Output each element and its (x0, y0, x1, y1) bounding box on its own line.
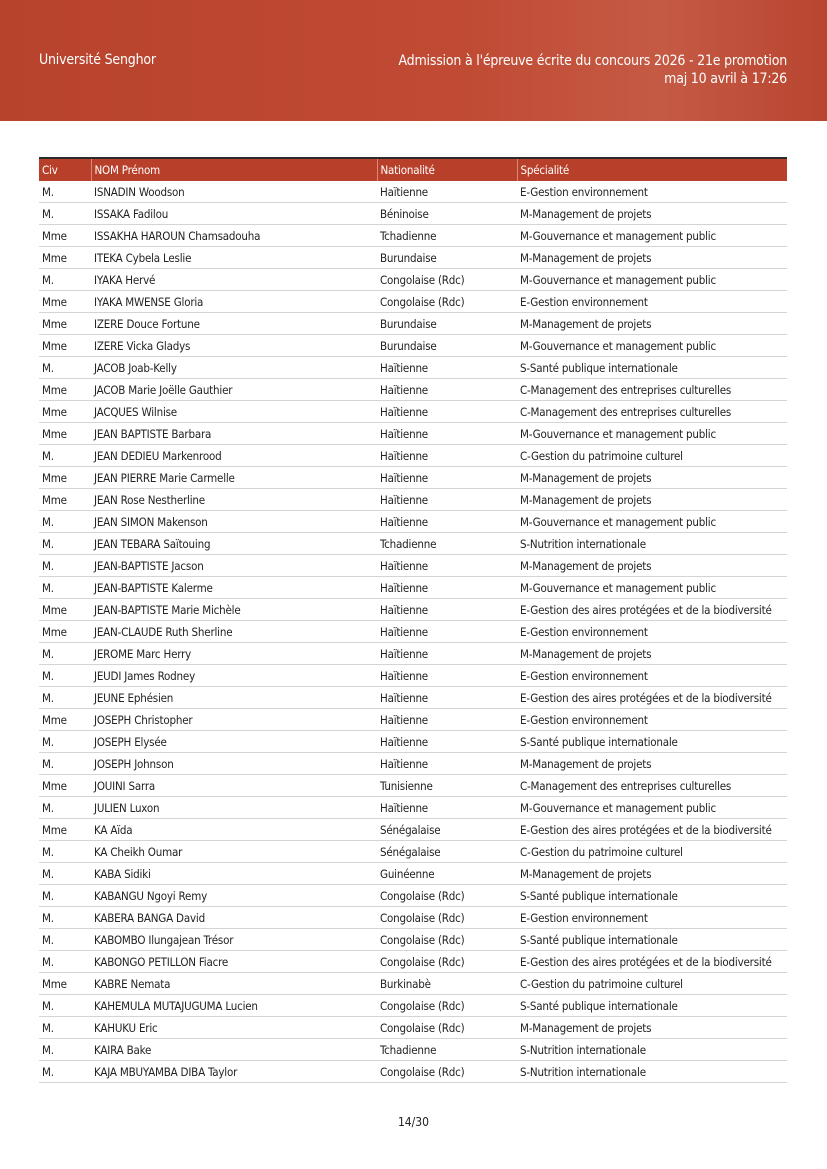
table-row (39, 687, 787, 709)
table-row (39, 357, 787, 379)
cell-speciality: M-Management de projets (517, 555, 787, 577)
cell-name: JEUDI James Rodney (91, 665, 377, 687)
cell-nationality: Sénégalaise (377, 841, 517, 863)
document-title (399, 52, 788, 88)
cell-nationality: Haïtienne (377, 709, 517, 731)
table-row (39, 335, 787, 357)
cell-speciality: E-Gestion des aires protégées et de la biodiversité (517, 951, 787, 973)
cell-nationality: Haïtienne (377, 511, 517, 533)
cell-civ: M. (39, 731, 91, 753)
cell-speciality: C-Management des entreprises culturelles (517, 401, 787, 423)
cell-speciality: E-Gestion environnement (517, 181, 787, 203)
cell-name: ISNADIN Woodson (91, 181, 377, 203)
cell-speciality: S-Santé publique internationale (517, 357, 787, 379)
cell-nationality: Haïtienne (377, 401, 517, 423)
table-row (39, 555, 787, 577)
cell-speciality: E-Gestion environnement (517, 907, 787, 929)
cell-civ: Mme (39, 467, 91, 489)
cell-name: KAHEMULA MUTAJUGUMA Lucien (91, 995, 377, 1017)
cell-name: JOUINI Sarra (91, 775, 377, 797)
cell-nationality: Haïtienne (377, 599, 517, 621)
cell-name: JEAN DEDIEU Markenrood (91, 445, 377, 467)
cell-speciality: M-Management de projets (517, 643, 787, 665)
cell-nationality: Haïtienne (377, 379, 517, 401)
table-row (39, 577, 787, 599)
cell-nationality: Congolaise (Rdc) (377, 1061, 517, 1083)
cell-speciality: M-Management de projets (517, 489, 787, 511)
table-row (39, 863, 787, 885)
cell-nationality: Burundaise (377, 247, 517, 269)
table-row (39, 1061, 787, 1083)
cell-civ: M. (39, 687, 91, 709)
cell-nationality: Haïtienne (377, 621, 517, 643)
cell-speciality: M-Gouvernance et management public (517, 269, 787, 291)
table-row (39, 269, 787, 291)
cell-speciality: C-Gestion du patrimoine culturel (517, 445, 787, 467)
table-row (39, 423, 787, 445)
cell-civ: M. (39, 1039, 91, 1061)
cell-nationality: Congolaise (Rdc) (377, 995, 517, 1017)
cell-civ: M. (39, 269, 91, 291)
cell-speciality: M-Management de projets (517, 313, 787, 335)
cell-name: JACOB Joab-Kelly (91, 357, 377, 379)
table-row (39, 379, 787, 401)
table-row (39, 819, 787, 841)
cell-nationality: Haïtienne (377, 423, 517, 445)
cell-civ: M. (39, 929, 91, 951)
column-header-name: NOM Prénom (91, 158, 377, 181)
cell-civ: Mme (39, 775, 91, 797)
cell-speciality: E-Gestion des aires protégées et de la biodiversité (517, 819, 787, 841)
cell-speciality: M-Management de projets (517, 247, 787, 269)
table-row (39, 885, 787, 907)
cell-name: JEAN-BAPTISTE Jacson (91, 555, 377, 577)
cell-nationality: Haïtienne (377, 797, 517, 819)
cell-nationality: Congolaise (Rdc) (377, 951, 517, 973)
cell-speciality: M-Management de projets (517, 753, 787, 775)
cell-nationality: Congolaise (Rdc) (377, 269, 517, 291)
cell-speciality: M-Management de projets (517, 467, 787, 489)
cell-name: JOSEPH Johnson (91, 753, 377, 775)
table-row (39, 401, 787, 423)
cell-civ: M. (39, 753, 91, 775)
cell-name: JACOB Marie Joëlle Gauthier (91, 379, 377, 401)
table-row (39, 225, 787, 247)
cell-nationality: Burundaise (377, 335, 517, 357)
cell-civ: Mme (39, 973, 91, 995)
cell-civ: Mme (39, 819, 91, 841)
cell-speciality: M-Gouvernance et management public (517, 797, 787, 819)
cell-speciality: M-Management de projets (517, 863, 787, 885)
table-row (39, 907, 787, 929)
column-header-nationality: Nationalité (377, 158, 517, 181)
institution-name: Université Senghor (39, 52, 156, 68)
cell-nationality: Congolaise (Rdc) (377, 1017, 517, 1039)
table-header-row (39, 158, 787, 181)
cell-nationality: Tunisienne (377, 775, 517, 797)
cell-speciality: S-Santé publique internationale (517, 929, 787, 951)
cell-civ: M. (39, 181, 91, 203)
cell-civ: M. (39, 357, 91, 379)
table-body (39, 181, 787, 1083)
cell-civ: M. (39, 643, 91, 665)
cell-name: IZERE Vicka Gladys (91, 335, 377, 357)
cell-civ: Mme (39, 247, 91, 269)
table-row (39, 533, 787, 555)
cell-civ: Mme (39, 599, 91, 621)
cell-speciality: E-Gestion des aires protégées et de la biodiversité (517, 687, 787, 709)
cell-speciality: E-Gestion environnement (517, 665, 787, 687)
cell-nationality: Haïtienne (377, 357, 517, 379)
cell-civ: M. (39, 1017, 91, 1039)
table-row (39, 489, 787, 511)
cell-nationality: Haïtienne (377, 665, 517, 687)
table-row (39, 1017, 787, 1039)
cell-name: JEAN SIMON Makenson (91, 511, 377, 533)
cell-civ: M. (39, 533, 91, 555)
cell-civ: Mme (39, 379, 91, 401)
column-header-civ: Civ (39, 158, 91, 181)
cell-name: ISSAKA Fadilou (91, 203, 377, 225)
cell-speciality: S-Nutrition internationale (517, 1061, 787, 1083)
cell-name: JEUNE Ephésien (91, 687, 377, 709)
cell-name: JOSEPH Elysée (91, 731, 377, 753)
cell-civ: Mme (39, 401, 91, 423)
cell-nationality: Haïtienne (377, 555, 517, 577)
cell-name: JOSEPH Christopher (91, 709, 377, 731)
cell-name: IYAKA MWENSE Gloria (91, 291, 377, 313)
cell-civ: M. (39, 885, 91, 907)
cell-civ: M. (39, 445, 91, 467)
cell-name: JEAN-BAPTISTE Kalerme (91, 577, 377, 599)
cell-name: JACQUES Wilnise (91, 401, 377, 423)
cell-name: KA Cheikh Oumar (91, 841, 377, 863)
cell-name: JEAN Rose Nestherline (91, 489, 377, 511)
cell-name: KAIRA Bake (91, 1039, 377, 1061)
cell-civ: M. (39, 995, 91, 1017)
cell-civ: M. (39, 907, 91, 929)
table-row (39, 951, 787, 973)
table-row (39, 797, 787, 819)
cell-name: KABA Sidiki (91, 863, 377, 885)
cell-name: JEAN TEBARA Saïtouing (91, 533, 377, 555)
cell-speciality: M-Management de projets (517, 203, 787, 225)
table-row (39, 995, 787, 1017)
cell-civ: Mme (39, 313, 91, 335)
cell-civ: M. (39, 1061, 91, 1083)
table-row (39, 731, 787, 753)
table-row (39, 973, 787, 995)
cell-name: JEAN PIERRE Marie Carmelle (91, 467, 377, 489)
cell-speciality: C-Gestion du patrimoine culturel (517, 973, 787, 995)
cell-civ: M. (39, 863, 91, 885)
cell-speciality: C-Management des entreprises culturelles (517, 379, 787, 401)
cell-nationality: Congolaise (Rdc) (377, 291, 517, 313)
cell-name: KABRE Nemata (91, 973, 377, 995)
cell-nationality: Congolaise (Rdc) (377, 907, 517, 929)
cell-civ: Mme (39, 423, 91, 445)
table-row (39, 621, 787, 643)
cell-name: JEAN BAPTISTE Barbara (91, 423, 377, 445)
cell-speciality: C-Management des entreprises culturelles (517, 775, 787, 797)
cell-speciality: M-Gouvernance et management public (517, 423, 787, 445)
cell-civ: M. (39, 797, 91, 819)
cell-name: KAHUKU Eric (91, 1017, 377, 1039)
cell-civ: Mme (39, 225, 91, 247)
cell-name: JEROME Marc Herry (91, 643, 377, 665)
cell-nationality: Burundaise (377, 313, 517, 335)
cell-nationality: Tchadienne (377, 225, 517, 247)
cell-civ: M. (39, 511, 91, 533)
cell-name: KABOMBO Ilungajean Trésor (91, 929, 377, 951)
cell-speciality: M-Gouvernance et management public (517, 225, 787, 247)
cell-speciality: M-Gouvernance et management public (517, 577, 787, 599)
cell-speciality: M-Gouvernance et management public (517, 511, 787, 533)
cell-nationality: Congolaise (Rdc) (377, 929, 517, 951)
cell-speciality: E-Gestion environnement (517, 291, 787, 313)
document-title-line: Admission à l'épreuve écrite du concours 2026 - 21e promotion (398, 53, 787, 69)
table-row (39, 599, 787, 621)
cell-nationality: Haïtienne (377, 445, 517, 467)
cell-name: IYAKA Hervé (91, 269, 377, 291)
cell-civ: Mme (39, 709, 91, 731)
table-row (39, 841, 787, 863)
cell-civ: M. (39, 555, 91, 577)
cell-civ: Mme (39, 291, 91, 313)
table-row (39, 313, 787, 335)
cell-nationality: Guinéenne (377, 863, 517, 885)
cell-speciality: E-Gestion des aires protégées et de la biodiversité (517, 599, 787, 621)
cell-civ: M. (39, 841, 91, 863)
cell-civ: M. (39, 203, 91, 225)
cell-nationality: Burkinabè (377, 973, 517, 995)
cell-speciality: S-Santé publique internationale (517, 995, 787, 1017)
cell-nationality: Congolaise (Rdc) (377, 885, 517, 907)
cell-civ: Mme (39, 335, 91, 357)
cell-name: JEAN-BAPTISTE Marie Michèle (91, 599, 377, 621)
cell-civ: M. (39, 577, 91, 599)
cell-nationality: Haïtienne (377, 467, 517, 489)
cell-civ: M. (39, 665, 91, 687)
cell-civ: Mme (39, 621, 91, 643)
cell-speciality: C-Gestion du patrimoine culturel (517, 841, 787, 863)
cell-name: KABANGU Ngoyi Remy (91, 885, 377, 907)
update-timestamp: maj 10 avril à 17:26 (664, 71, 787, 87)
cell-civ: M. (39, 951, 91, 973)
cell-nationality: Tchadienne (377, 1039, 517, 1061)
cell-nationality: Béninoise (377, 203, 517, 225)
cell-name: ISSAKHA HAROUN Chamsadouha (91, 225, 377, 247)
table-row (39, 247, 787, 269)
cell-name: IZERE Douce Fortune (91, 313, 377, 335)
cell-speciality: S-Santé publique internationale (517, 731, 787, 753)
cell-speciality: E-Gestion environnement (517, 709, 787, 731)
cell-civ: Mme (39, 489, 91, 511)
cell-nationality: Haïtienne (377, 731, 517, 753)
cell-name: JEAN-CLAUDE Ruth Sherline (91, 621, 377, 643)
cell-name: JULIEN Luxon (91, 797, 377, 819)
table-row (39, 1039, 787, 1061)
table-row (39, 643, 787, 665)
cell-speciality: S-Nutrition internationale (517, 1039, 787, 1061)
page-header (0, 0, 827, 121)
table-row (39, 511, 787, 533)
cell-nationality: Sénégalaise (377, 819, 517, 841)
cell-speciality: S-Santé publique internationale (517, 885, 787, 907)
cell-nationality: Haïtienne (377, 181, 517, 203)
table-row (39, 665, 787, 687)
table-row (39, 181, 787, 203)
cell-nationality: Tchadienne (377, 533, 517, 555)
cell-nationality: Haïtienne (377, 643, 517, 665)
cell-nationality: Haïtienne (377, 753, 517, 775)
cell-name: KAJA MBUYAMBA DIBA Taylor (91, 1061, 377, 1083)
cell-speciality: E-Gestion environnement (517, 621, 787, 643)
column-header-speciality: Spécialité (517, 158, 787, 181)
cell-speciality: M-Management de projets (517, 1017, 787, 1039)
cell-name: KABERA BANGA David (91, 907, 377, 929)
table-row (39, 291, 787, 313)
table-row (39, 775, 787, 797)
cell-name: ITEKA Cybela Leslie (91, 247, 377, 269)
table-row (39, 203, 787, 225)
table-row (39, 709, 787, 731)
cell-name: KABONGO PETILLON Fiacre (91, 951, 377, 973)
table-row (39, 445, 787, 467)
cell-name: KA Aïda (91, 819, 377, 841)
cell-speciality: M-Gouvernance et management public (517, 335, 787, 357)
cell-nationality: Haïtienne (377, 577, 517, 599)
cell-nationality: Haïtienne (377, 489, 517, 511)
table-row (39, 753, 787, 775)
table-row (39, 929, 787, 951)
cell-speciality: S-Nutrition internationale (517, 533, 787, 555)
admission-table (39, 157, 787, 1083)
table-row (39, 467, 787, 489)
page-number: 14/30 (397, 1115, 430, 1129)
cell-nationality: Haïtienne (377, 687, 517, 709)
